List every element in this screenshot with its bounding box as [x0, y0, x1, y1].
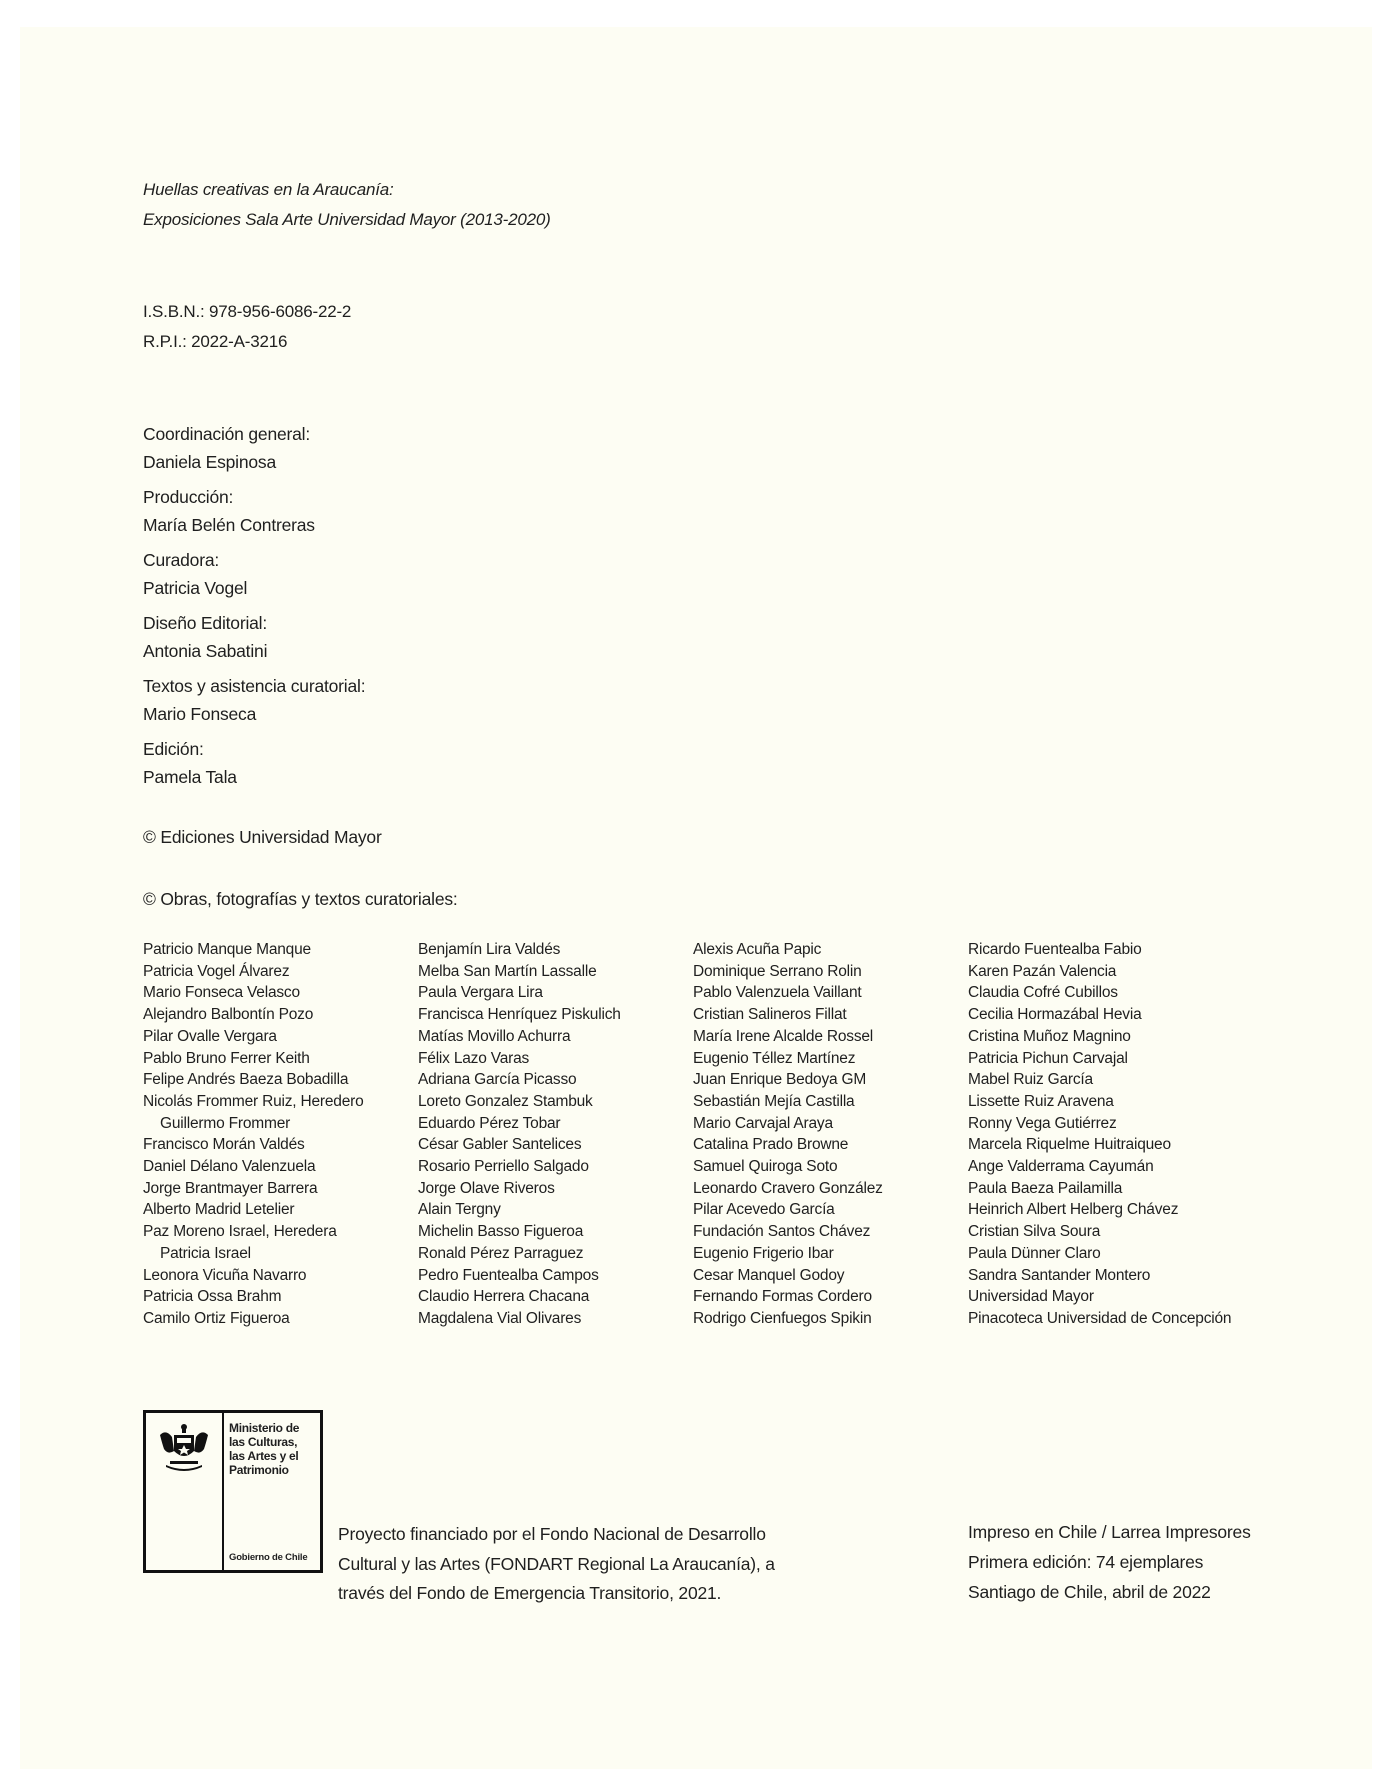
colophon-page: [20, 27, 1372, 1769]
government-label: Gobierno de Chile: [229, 1552, 308, 1563]
contributor-name: Fernando Formas Cordero: [693, 1288, 872, 1306]
contributors-column-3: [693, 939, 883, 1330]
contributor-name: Sebastián Mejía Castilla: [693, 1092, 855, 1110]
contributor-name: Felipe Andrés Baeza Bobadilla: [143, 1071, 349, 1089]
contributor-name: Patricia Ossa Brahm: [143, 1288, 282, 1306]
credit-design: [143, 609, 365, 672]
contributor-name: Cesar Manquel Godoy: [693, 1266, 845, 1284]
ministry-logo: [143, 1410, 323, 1573]
place-date-line: Santiago de Chile, abril de 2022: [968, 1582, 1211, 1602]
contributor-name: Claudia Cofré Cubillos: [968, 984, 1118, 1002]
contributor-name: Eugenio Frigerio Ibar: [693, 1244, 834, 1262]
ministry-name-line: las Artes y el: [229, 1449, 299, 1463]
publisher-copyright: © Ediciones Universidad Mayor: [143, 827, 382, 847]
contributor-name: Cristian Silva Soura: [968, 1223, 1101, 1241]
contributor-name: Cristian Salineros Fillat: [693, 1006, 847, 1024]
contributors-column-1: [143, 939, 364, 1330]
contributor-name: Eugenio Téllez Martínez: [693, 1049, 856, 1067]
credit-role: Producción:: [143, 487, 234, 507]
contributor-name: Cristina Muñoz Magnino: [968, 1027, 1131, 1045]
contributor-name: Félix Lazo Varas: [418, 1049, 530, 1067]
credits-list: [143, 420, 365, 798]
contributor-name: Mario Fonseca Velasco: [143, 984, 300, 1002]
contributor-name: César Gabler Santelices: [418, 1136, 582, 1154]
contributor-name: Juan Enrique Bedoya GM: [693, 1071, 867, 1089]
contributor-name: Camilo Ortiz Figueroa: [143, 1309, 290, 1327]
contributor-name: Loreto Gonzalez Stambuk: [418, 1092, 593, 1110]
contributor-name: Heinrich Albert Helberg Chávez: [968, 1201, 1179, 1219]
credit-role: Curadora:: [143, 550, 220, 570]
contributor-name: Rosario Perriello Salgado: [418, 1158, 589, 1176]
contributor-name: Magdalena Vial Olivares: [418, 1309, 582, 1327]
contributor-name: Alejandro Balbontín Pozo: [143, 1006, 314, 1024]
contributor-name: Ricardo Fuentealba Fabio: [968, 941, 1142, 958]
contributor-name: Matías Movillo Achurra: [418, 1027, 571, 1045]
printing-info: [968, 1517, 1251, 1607]
contributor-name: Alberto Madrid Letelier: [143, 1201, 295, 1219]
credit-person: María Belén Contreras: [143, 515, 315, 535]
credit-role: Edición:: [143, 739, 204, 759]
contributor-name: Paula Vergara Lira: [418, 984, 543, 1002]
contributor-name: Daniel Délano Valenzuela: [143, 1158, 316, 1176]
credit-edition: [143, 735, 365, 798]
credit-role: Diseño Editorial:: [143, 613, 268, 633]
book-title-line-1: Huellas creativas en la Araucanía:: [143, 180, 394, 199]
credit-person: Antonia Sabatini: [143, 641, 268, 661]
contributor-name: Karen Pazán Valencia: [968, 962, 1117, 980]
credit-role: Textos y asistencia curatorial:: [143, 676, 366, 696]
contributor-name: Melba San Martín Lassalle: [418, 962, 597, 980]
contributor-name: Paula Dünner Claro: [968, 1244, 1101, 1262]
contributor-name: Patricio Manque Manque: [143, 941, 311, 958]
contributor-name: Ange Valderrama Cayumán: [968, 1158, 1154, 1176]
book-title-line-2: Exposiciones Sala Arte Universidad Mayor (2013-2020): [143, 210, 551, 229]
contributor-name: Francisca Henríquez Piskulich: [418, 1006, 621, 1024]
contributor-name: Universidad Mayor: [968, 1288, 1094, 1306]
ministry-name-line: Ministerio de: [229, 1421, 300, 1435]
contributor-name: Fundación Santos Chávez: [693, 1223, 871, 1241]
contributor-name: Leonora Vicuña Navarro: [143, 1266, 307, 1284]
contributor-name: Mabel Ruiz García: [968, 1071, 1093, 1089]
contributor-name: Pedro Fuentealba Campos: [418, 1266, 599, 1284]
credit-production: [143, 483, 365, 546]
isbn-number: I.S.B.N.: 978-956-6086-22-2: [143, 302, 352, 321]
edition-line: Primera edición: 74 ejemplares: [968, 1552, 1204, 1572]
contributor-name: Ronald Pérez Parraguez: [418, 1244, 584, 1262]
credit-person: Mario Fonseca: [143, 704, 257, 724]
contributor-name: Michelin Basso Figueroa: [418, 1223, 584, 1241]
contributor-name: Nicolás Frommer Ruiz, Heredero: [143, 1092, 364, 1110]
book-title: [143, 175, 551, 235]
ministry-name-line: Patrimonio: [229, 1463, 289, 1477]
contributor-name: Mario Carvajal Araya: [693, 1114, 833, 1132]
ministry-name: [229, 1421, 321, 1477]
contributor-name: Guillermo Frommer: [160, 1114, 291, 1132]
contributor-name: María Irene Alcalde Rossel: [693, 1027, 874, 1045]
contributor-name: Leonardo Cravero González: [693, 1179, 883, 1197]
contributor-name: Pablo Bruno Ferrer Keith: [143, 1049, 310, 1067]
contributor-name: Cecilia Hormazábal Hevia: [968, 1006, 1142, 1024]
contributor-name: Marcela Riquelme Huitraiqueo: [968, 1136, 1171, 1154]
contributor-name: Patricia Vogel Álvarez: [143, 962, 290, 980]
contributor-name: Alexis Acuña Papic: [693, 941, 822, 958]
contributor-name: Pilar Ovalle Vergara: [143, 1027, 277, 1045]
logo-divider: [222, 1413, 224, 1570]
credit-role: Coordinación general:: [143, 424, 311, 444]
funding-statement: Proyecto financiado por el Fondo Nacional de Desarrollo Cultural y las Artes (FONDART Regional La Araucanía), a través del Fondo de Emergencia Transitorio, 2021.: [338, 1524, 775, 1603]
contributor-name: Alain Tergny: [418, 1201, 501, 1219]
credit-coordination: [143, 420, 365, 483]
contributor-name: Jorge Brantmayer Barrera: [143, 1179, 318, 1197]
contributor-name: Pinacoteca Universidad de Concepción: [968, 1309, 1232, 1327]
contributor-name: Claudio Herrera Chacana: [418, 1288, 590, 1306]
contributor-name: Francisco Morán Valdés: [143, 1136, 305, 1154]
contributor-name: Samuel Quiroga Soto: [693, 1158, 838, 1176]
contributors-column-2: [418, 939, 621, 1330]
contributor-name: Catalina Prado Browne: [693, 1136, 849, 1154]
contributor-name: Rodrigo Cienfuegos Spikin: [693, 1309, 872, 1327]
contributor-name: Adriana García Picasso: [418, 1071, 577, 1089]
contributor-name: Sandra Santander Montero: [968, 1266, 1151, 1284]
chile-coat-of-arms-icon: [156, 1421, 212, 1471]
contributor-name: Paula Baeza Pailamilla: [968, 1179, 1123, 1197]
credit-texts: [143, 672, 365, 735]
contributor-name: Dominique Serrano Rolin: [693, 962, 862, 980]
contributor-name: Lissette Ruiz Aravena: [968, 1092, 1114, 1110]
contributor-name: Eduardo Pérez Tobar: [418, 1114, 561, 1132]
printer-line: Impreso en Chile / Larrea Impresores: [968, 1522, 1251, 1542]
contributor-name: Paz Moreno Israel, Heredera: [143, 1223, 337, 1241]
contributor-name: Patricia Pichun Carvajal: [968, 1049, 1128, 1067]
works-copyright-heading: © Obras, fotografías y textos curatoriales:: [143, 889, 458, 909]
contributor-name: Pilar Acevedo García: [693, 1201, 835, 1219]
ministry-name-line: las Culturas,: [229, 1435, 298, 1449]
contributor-name: Patricia Israel: [160, 1244, 251, 1262]
contributor-name: Pablo Valenzuela Vaillant: [693, 984, 862, 1002]
contributor-name: Ronny Vega Gutiérrez: [968, 1114, 1117, 1132]
contributor-name: Benjamín Lira Valdés: [418, 941, 561, 958]
credit-person: Pamela Tala: [143, 767, 237, 787]
credit-curator: [143, 546, 365, 609]
contributor-name: Jorge Olave Riveros: [418, 1179, 555, 1197]
registration-info: [143, 297, 351, 357]
rpi-number: R.P.I.: 2022-A-3216: [143, 332, 288, 351]
credit-person: Daniela Espinosa: [143, 452, 276, 472]
credit-person: Patricia Vogel: [143, 578, 248, 598]
contributors-column-4: [968, 939, 1231, 1330]
